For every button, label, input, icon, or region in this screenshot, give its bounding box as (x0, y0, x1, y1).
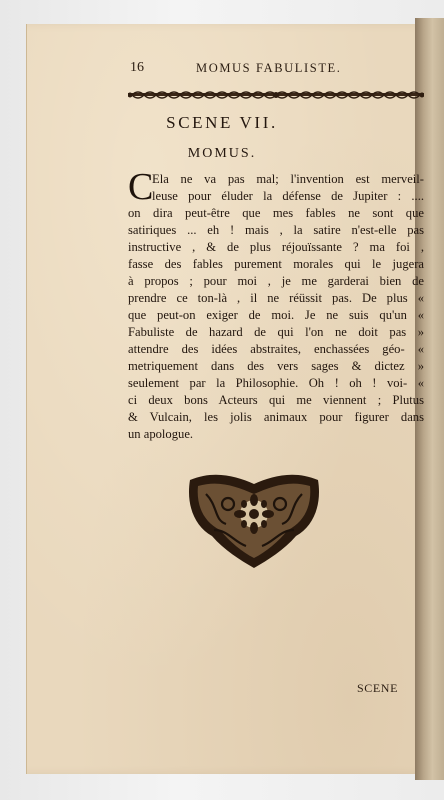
running-head (0, 60, 444, 80)
text-line-9: que peut-on exiger de moi. Je ne suis qu'un « (128, 308, 424, 322)
running-title: MOMUS FABULISTE. (196, 61, 342, 75)
text-line-1: Ela ne va pas mal; l'invention est merveil- (152, 172, 424, 186)
scene-title: SCENE VII. (166, 113, 278, 132)
floral-tailpiece-ornament (184, 470, 324, 570)
text-line-8: prendre ce ton-là , il ne réüssit pas. De plus « (128, 291, 424, 305)
text-line-10: Fabuliste de hazard de qui l'on ne doit pas » (128, 325, 424, 339)
catchword: SCENE (357, 681, 399, 695)
drop-cap: C (128, 166, 154, 208)
text-line-2: leuse pour éluder la défense de Jupiter : .... (152, 189, 424, 203)
text-line-11: attendre des idées abstraites, enchassées géo- « (128, 342, 424, 356)
text-line-15: & Vulcain, les jolis animaux pour figurer dans (128, 410, 424, 424)
speaker-name: MOMUS. (187, 146, 257, 161)
speech-paragraph (128, 166, 424, 441)
text-line-12: metriquement dans des vers sages & dictez » (128, 359, 424, 373)
text-line-3: on dira peut-être que mes fables ne sont que (128, 206, 424, 220)
text-line-14: ci deux bons Acteurs qui me viennent ; Plutus (128, 393, 424, 407)
text-line-4: satiriques ... eh ! mais , la satire n'est-elle pas (128, 223, 424, 237)
ornamental-headpiece-rule (128, 88, 424, 102)
text-line-13: seulement par la Philosophie. Oh ! oh ! voi- « (128, 376, 424, 390)
page-number: 16 (130, 60, 144, 75)
text-line-5: instructive , & de plus réjouïssante ? ma foi , (128, 240, 424, 254)
text-line-7: à propos ; pour moi , je me garderai bien de (128, 274, 424, 288)
text-line-6: fasse des fables purement morales qui le jugera (128, 257, 424, 271)
text-line-16: un apologue. (128, 427, 194, 441)
